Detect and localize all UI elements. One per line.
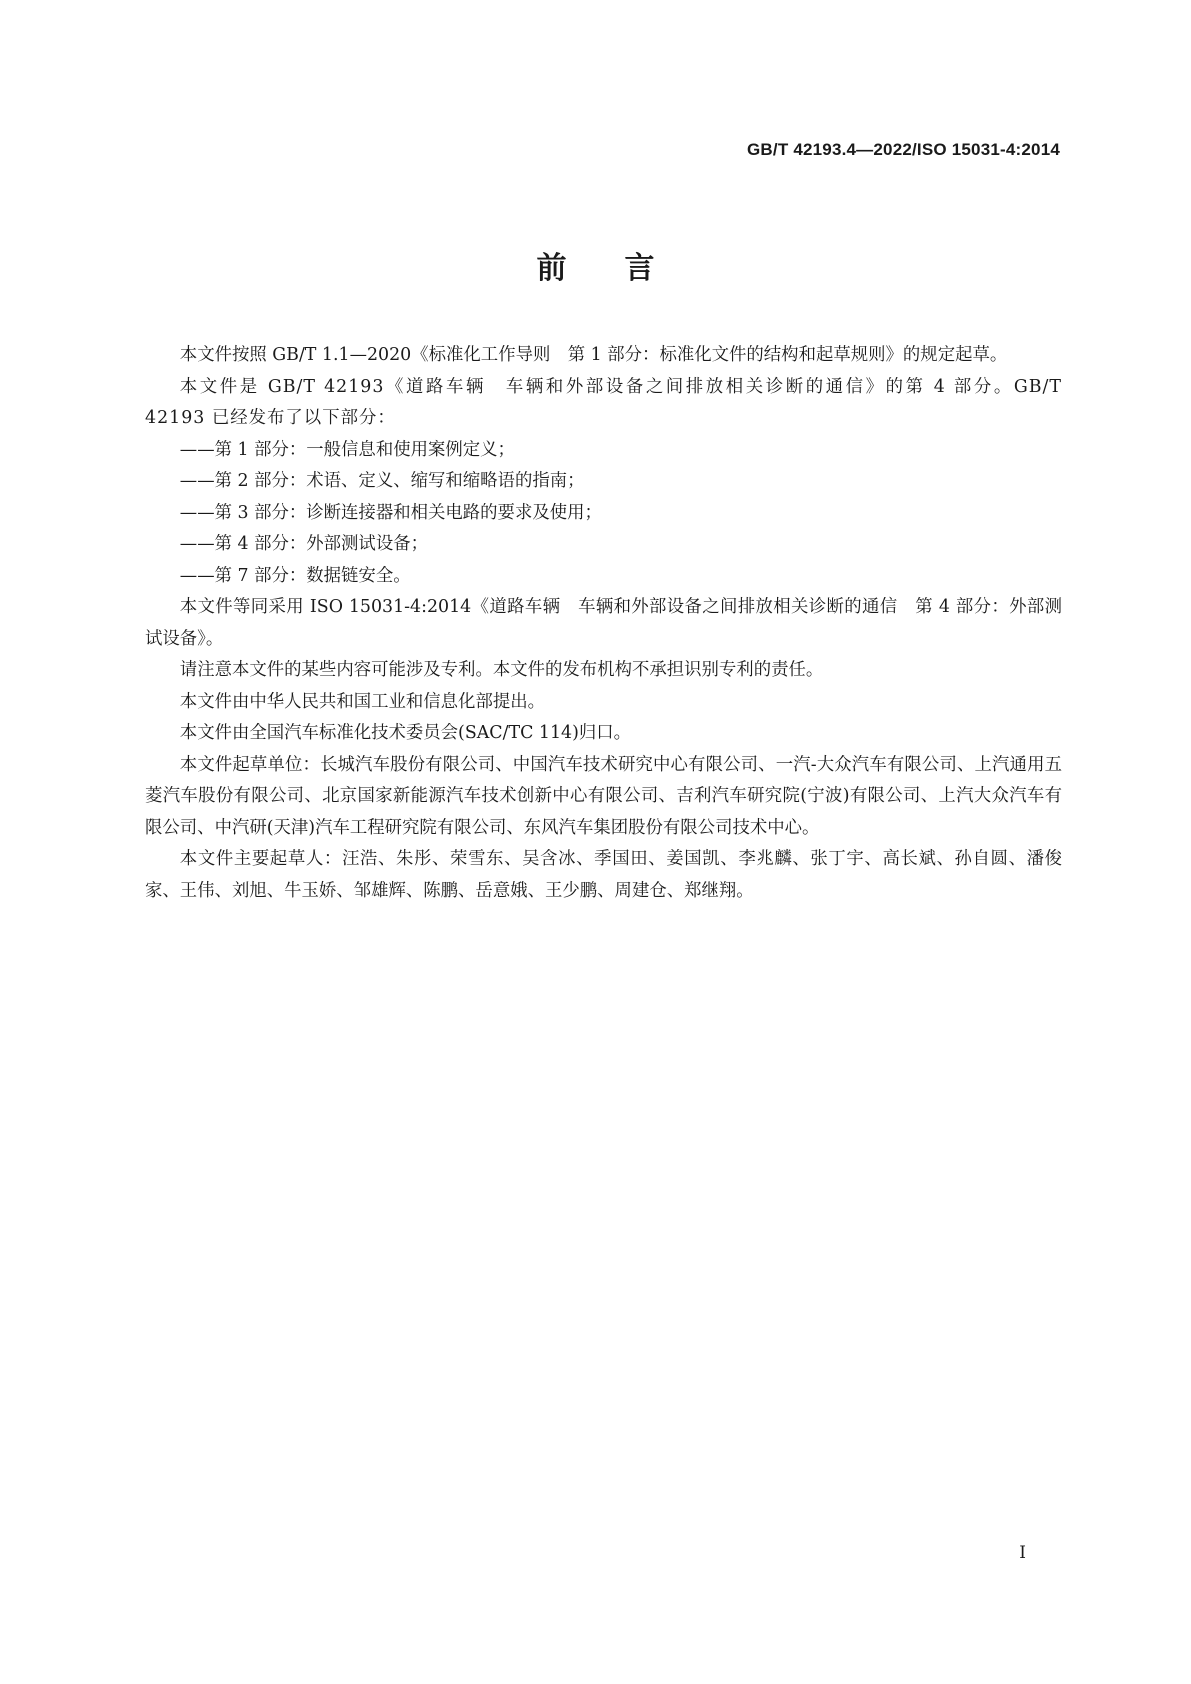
page-number: I [1019, 1543, 1026, 1563]
standard-number: GB/T 42193.4—2022/ISO 15031-4:2014 [747, 140, 1060, 159]
paragraph-identical-adoption: 本文件等同采用 ISO 15031-4:2014《道路车辆 车辆和外部设备之间排放相关诊断的通信 第 4 部分：外部测试设备》。 [145, 597, 1062, 649]
list-item: ——第 4 部分：外部测试设备； [179, 534, 428, 554]
paragraph-under-jurisdiction: 本文件由全国汽车标准化技术委员会(SAC/TC 114)归口。 [179, 723, 632, 743]
list-item: ——第 3 部分：诊断连接器和相关电路的要求及使用； [179, 502, 602, 523]
list-item: ——第 2 部分：术语、定义、缩写和缩略语的指南； [179, 471, 585, 491]
paragraph-drafting-rules: 本文件按照 GB/T 1.1—2020《标准化工作导则 第 1 部分：标准化文件的结构和起草规则》的规定起草。 [179, 345, 1008, 365]
paragraph-patent-notice: 请注意本文件的某些内容可能涉及专利。本文件的发布机构不承担识别专利的责任。 [179, 660, 824, 680]
paragraph-drafting-organizations: 本文件起草单位：长城汽车股份有限公司、中国汽车技术研究中心有限公司、一汽-大众汽车有限公司、上汽通用五菱汽车股份有限公司、北京国家新能源汽车技术创新中心有限公司、吉利汽车研究院(宁波)有限公司、上汽大众汽车有限公司、中汽研(天津)汽车工程研究院有限公司、东风汽车集团股份有限公司技术中心。 [145, 754, 1062, 838]
title-char-2: 言 [624, 251, 655, 286]
list-item: ——第 7 部分：数据链安全。 [179, 565, 411, 586]
paragraph-proposed-by: 本文件由中华人民共和国工业和信息化部提出。 [179, 691, 546, 712]
title-char-1: 前 [536, 251, 567, 286]
list-item: ——第 1 部分：一般信息和使用案例定义； [179, 439, 515, 460]
page-title [0, 243, 1191, 287]
paragraph-series-part: 本文件是 GB/T 42193《道路车辆 车辆和外部设备之间排放相关诊断的通信》的第 4 部分。GB/T 42193 已经发布了以下部分： [145, 376, 1062, 428]
foreword-body [145, 340, 1062, 907]
paragraph-drafters: 本文件主要起草人：汪浩、朱彤、荣雪东、吴含冰、季国田、姜国凯、李兆麟、张丁宇、高长斌、孙自圆、潘俊家、王伟、刘旭、牛玉娇、邹雄辉、陈鹏、岳意娥、王少鹏、周建仓、郑继翔。 [145, 849, 1062, 901]
